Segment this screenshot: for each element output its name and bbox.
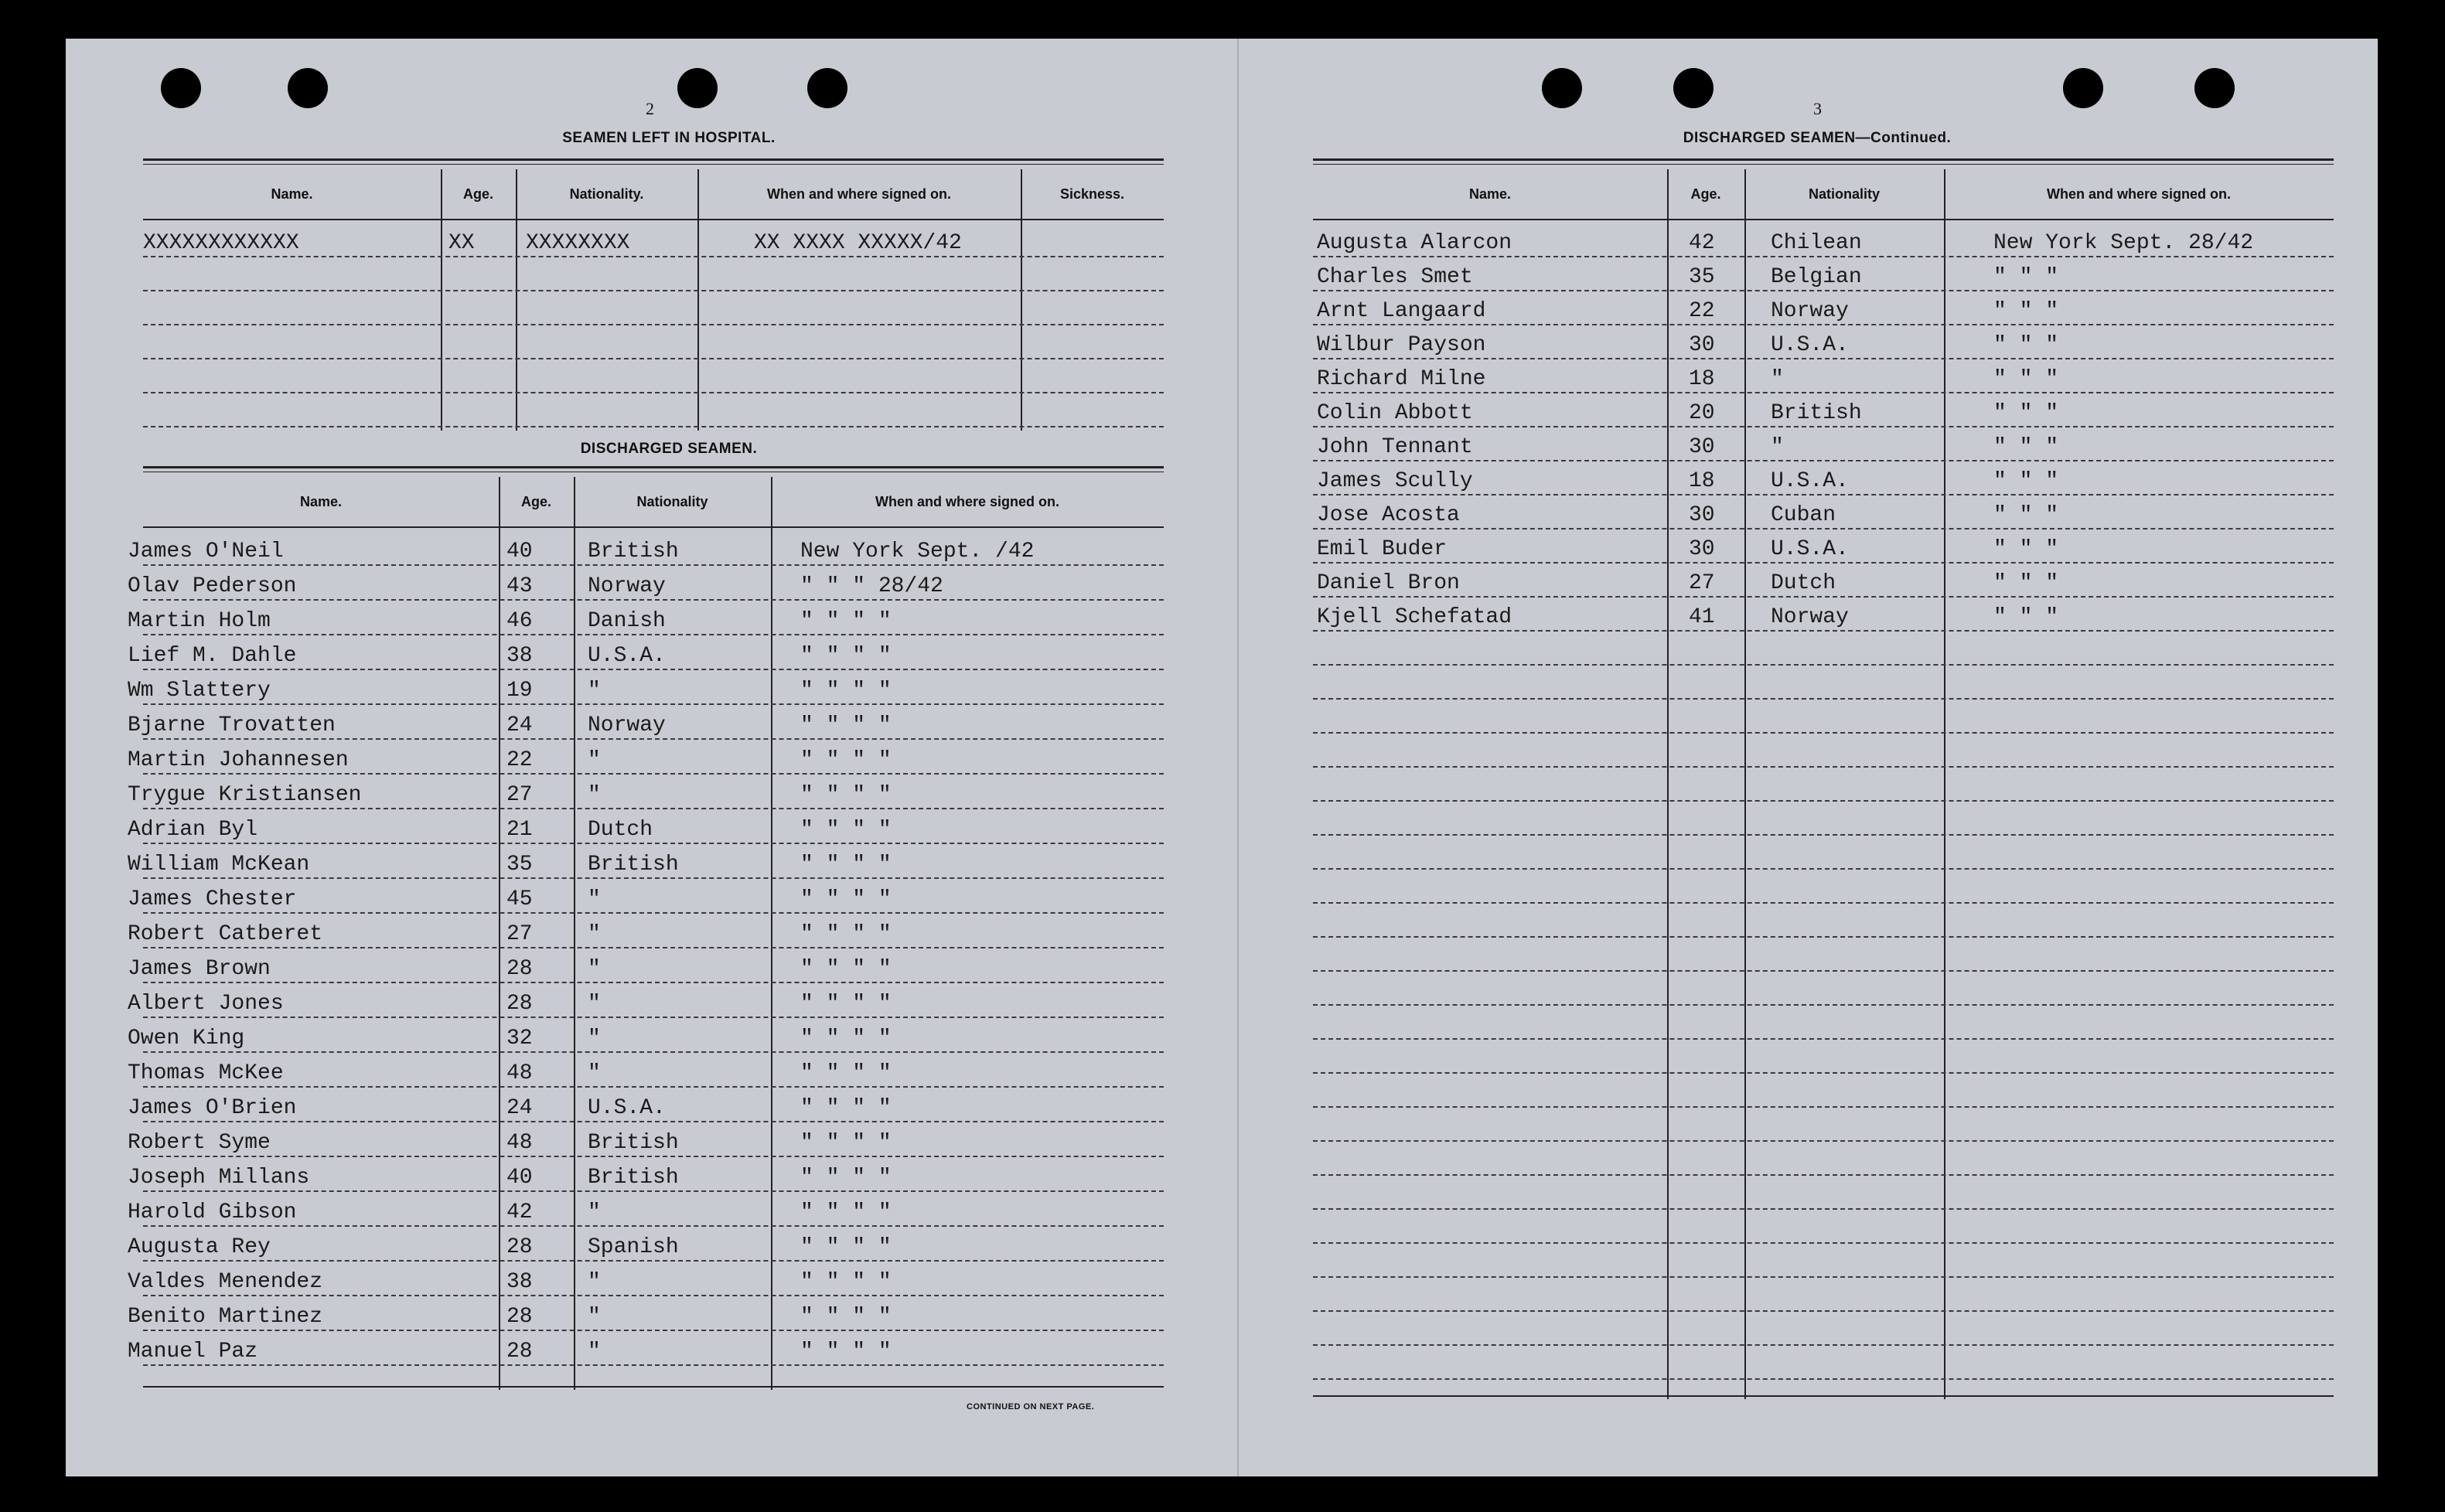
cell-age: 35 [1689,265,1715,289]
table-row [1313,1276,2334,1312]
cell-name: Robert Syme [128,1131,271,1155]
cell-age: 19 [506,679,533,703]
binder-hole [1542,68,1582,108]
table-row [1313,596,2334,632]
cell-name: Olav Pederson [128,574,297,598]
cell-signed: " " " " [800,783,892,807]
binder-hole [1673,68,1714,108]
cell-nationality: " [588,1027,601,1051]
cell-signed: " " " [1993,333,2059,357]
cell-name: Thomas McKee [128,1061,284,1085]
cell-nationality: U.S.A. [588,1096,666,1120]
col-header-nationality: Nationality. [569,186,644,202]
cell-nationality: Cuban [1771,503,1836,527]
cell-name: Kjell Schefatad [1317,605,1512,629]
cell-signed: " " " " [800,713,892,737]
table-row [1313,358,2334,393]
cell-name: Arnt Langaard [1317,299,1486,323]
cell-name: Wilbur Payson [1317,333,1486,357]
table-row [143,358,1164,393]
cell-name: Lief M. Dahle [128,644,297,668]
table-row [1313,766,2334,802]
cell-age: 28 [506,1235,533,1259]
cell-nationality: " [588,1340,601,1364]
cell-name: Charles Smet [1317,265,1473,289]
cell-age: 30 [1689,503,1715,527]
cell-nationality: Norway [588,713,666,737]
cell-age: 22 [1689,299,1715,323]
cell-nationality: Chilean [1771,231,1862,255]
table-row [1313,324,2334,359]
col-header-name: Name. [271,186,313,202]
cell-age: 30 [1689,435,1715,459]
cell-nationality: " [588,748,601,772]
cell-nationality: U.S.A. [588,644,666,668]
cell-signed: " " " " [800,887,892,911]
cell-signed: " " " " [800,992,892,1016]
cell-nationality: British [588,1131,679,1155]
continued-section-title: DISCHARGED SEAMEN—Continued. [1683,130,1952,146]
table-row [128,738,1164,775]
col-header-age: Age. [462,186,493,202]
cell-age: 40 [506,540,533,564]
cell-age: 28 [506,1340,533,1364]
discharged-table [128,466,1164,1390]
col-header-age: Age. [1690,186,1721,202]
table-row [128,912,1164,948]
cell-name: XXXXXXXXXXXX [143,231,299,255]
cell-name: Valdes Menendez [128,1270,323,1294]
cell-age: 30 [1689,333,1715,357]
table-row [128,877,1164,914]
cell-age: 21 [506,818,533,842]
binder-hole [677,68,718,108]
col-header-age: Age. [520,493,551,509]
hospital-table [143,158,1164,431]
cell-nationality: Norway [588,574,666,598]
cell-nationality: British [588,540,679,564]
cell-signed: " " " [1993,435,2059,459]
table-row [128,1017,1164,1053]
page-number: 3 [1813,99,1822,118]
cell-age: 40 [506,1166,533,1190]
cell-signed: " " " " [800,957,892,981]
hospital-section-title: SEAMEN LEFT IN HOSPITAL. [562,130,776,146]
cell-name: James O'Brien [128,1096,297,1120]
cell-age: 38 [506,644,533,668]
cell-signed: " " " " [800,679,892,703]
cell-signed: " " " " [800,1027,892,1051]
cell-signed: " " " [1993,571,2059,595]
table-row [128,1330,1164,1366]
table-row [128,1260,1164,1296]
table-row [128,703,1164,740]
binder-hole [2194,68,2235,108]
cell-name: Robert Catberet [128,922,323,946]
continued-note: CONTINUED ON NEXT PAGE. [967,1402,1095,1412]
cell-name: Jose Acosta [1317,503,1460,527]
col-header-nationality: Nationality [1808,186,1880,202]
binder-hole [807,68,847,108]
table-row [1313,800,2334,836]
table-row [1313,426,2334,461]
cell-signed: " " " " [800,1340,892,1364]
cell-name: Trygue Kristiansen [128,783,362,807]
cell-signed: " " " " [800,1270,892,1294]
cell-name: Wm Slattery [128,679,271,703]
table-row [1313,936,2334,972]
cell-signed: " " " " [800,818,892,842]
cell-age: 22 [506,748,533,772]
table-row [128,843,1164,879]
cell-nationality: " [588,922,601,946]
table-row [128,634,1164,670]
cell-name: John Tennant [1317,435,1473,459]
table-row [1313,664,2334,700]
cell-name: James O'Neil [128,540,284,564]
table-row [128,1190,1164,1227]
table-row [128,1086,1164,1122]
cell-nationality: " [588,957,601,981]
table-row [1313,1004,2334,1040]
cell-name: Harold Gibson [128,1200,297,1224]
cell-nationality: " [588,1061,601,1085]
col-header-name: Name. [299,493,343,509]
cell-age: 48 [506,1061,533,1085]
table-row [128,530,1164,566]
discharged-section-title: DISCHARGED SEAMEN. [580,441,758,457]
cell-name: Colin Abbott [1317,401,1473,425]
cell-name: Augusta Alarcon [1317,231,1512,255]
table-row [1313,494,2334,530]
cell-signed: " " " [1993,367,2059,391]
cell-signed: " " " [1993,469,2059,493]
cell-nationality: British [588,1166,679,1190]
cell-age: 48 [506,1131,533,1155]
table-row [1313,970,2334,1006]
table-row [1313,1310,2334,1346]
table-row [1313,834,2334,870]
cell-name: James Brown [128,957,271,981]
cell-nationality: Danish [588,609,666,633]
cell-name: Martin Johannesen [128,748,349,772]
table-row [128,669,1164,705]
cell-nationality: " [588,1270,601,1294]
table-row [1313,562,2334,598]
cell-age: 45 [506,887,533,911]
cell-age: 41 [1689,605,1715,629]
page-number: 2 [646,99,654,118]
cell-age: 27 [506,783,533,807]
cell-signed: " " " [1993,265,2059,289]
cell-age: 18 [1689,469,1715,493]
cell-name: Joseph Millans [128,1166,310,1190]
cell-age: 32 [506,1027,533,1051]
cell-name: Adrian Byl [128,818,258,842]
cell-signed: " " " [1993,537,2059,561]
table-row [128,773,1164,809]
col-header-nationality: Nationality [636,493,708,509]
table-row [143,324,1164,359]
cell-nationality: British [588,853,679,877]
cell-age: 46 [506,609,533,633]
cell-nationality: British [1771,401,1862,425]
cell-nationality: U.S.A. [1771,537,1849,561]
table-row [1313,630,2334,666]
table-row [128,599,1164,635]
col-header-name: Name. [1468,186,1512,202]
cell-signed: " " " " [800,609,892,633]
cell-nationality: " [588,679,601,703]
cell-signed: " " " " [800,644,892,668]
cell-nationality: " [588,992,601,1016]
cell-name: William McKean [128,853,310,877]
cell-age: 27 [506,922,533,946]
table-row [1313,1174,2334,1210]
table-row [143,256,1164,291]
discharged-continued-table [1313,158,2334,1399]
cell-nationality: " [588,783,601,807]
table-row [128,1156,1164,1192]
table-row [1313,1106,2334,1142]
cell-nationality: U.S.A. [1771,333,1849,357]
cell-name: Emil Buder [1317,537,1448,561]
cell-signed: " " " " [800,1061,892,1085]
table-row [1313,1344,2334,1380]
table-row [1313,1208,2334,1244]
cell-name: Albert Jones [128,992,284,1016]
binder-hole [288,68,328,108]
table-row [1313,528,2334,564]
cell-age: 28 [506,1305,533,1329]
cell-signed: " " " [1993,605,2059,629]
table-row [143,290,1164,325]
table-row [128,1121,1164,1157]
cell-signed: " " " " [800,1131,892,1155]
cell-name: Benito Martinez [128,1305,323,1329]
cell-signed: " " " 28/42 [800,574,943,598]
table-row [128,982,1164,1018]
table-row [1313,868,2334,904]
cell-age: 35 [506,853,533,877]
cell-name: Daniel Bron [1317,571,1460,595]
cell-nationality: XXXXXXXX [526,231,630,255]
cell-signed: " " " " [800,1235,892,1259]
table-row [128,1051,1164,1088]
table-row [1313,256,2334,291]
cell-signed: " " " " [800,1096,892,1120]
cell-name: Bjarne Trovatten [128,713,336,737]
cell-age: 42 [1689,231,1715,255]
table-row [1313,1242,2334,1278]
cell-nationality: Dutch [588,818,653,842]
cell-signed: New York Sept. 28/42 [1993,231,2254,255]
cell-name: Augusta Rey [128,1235,271,1259]
cell-name: Richard Milne [1317,367,1486,391]
cell-nationality: " [1771,367,1784,391]
page-fold [1237,39,1239,1476]
table-row [128,564,1164,601]
table-row [128,1225,1164,1262]
table-row [1313,1140,2334,1176]
cell-signed: XX XXXX XXXXX/42 [754,231,962,255]
table-row [128,947,1164,983]
cell-nationality: Norway [1771,605,1849,629]
cell-age: 24 [506,1096,533,1120]
table-row [143,392,1164,427]
cell-signed: " " " [1993,503,2059,527]
cell-nationality: " [588,887,601,911]
col-header-sickness: Sickness. [1059,186,1125,202]
table-row [1313,222,2334,257]
cell-age: 28 [506,957,533,981]
table-row [1313,290,2334,325]
cell-nationality: " [588,1305,601,1329]
cell-name: Martin Holm [128,609,271,633]
cell-name: James Scully [1317,469,1473,493]
cell-age: XX [448,231,475,255]
cell-signed: " " " " [800,1305,892,1329]
cell-age: 27 [1689,571,1715,595]
cell-nationality: U.S.A. [1771,469,1849,493]
col-header-signed: When and where signed on. [766,186,952,202]
table-row [1313,698,2334,734]
table-row [143,222,1164,257]
cell-signed: New York Sept. /42 [800,540,1035,564]
table-row [1313,1038,2334,1074]
table-row [128,1295,1164,1331]
cell-signed: " " " [1993,401,2059,425]
binder-hole [2063,68,2103,108]
col-header-signed: When and where signed on. [875,493,1060,509]
cell-age: 28 [506,992,533,1016]
cell-name: Manuel Paz [128,1340,258,1364]
cell-age: 30 [1689,537,1715,561]
binder-hole [161,68,201,108]
cell-nationality: Norway [1771,299,1849,323]
table-row [1313,392,2334,427]
cell-age: 20 [1689,401,1715,425]
cell-age: 18 [1689,367,1715,391]
cell-signed: " " " [1993,299,2059,323]
cell-age: 43 [506,574,533,598]
table-row [1313,1072,2334,1108]
cell-nationality: " [1771,435,1784,459]
cell-age: 38 [506,1270,533,1294]
cell-age: 24 [506,713,533,737]
table-row [128,808,1164,844]
cell-age: 42 [506,1200,533,1224]
cell-nationality: Dutch [1771,571,1836,595]
table-row [1313,902,2334,938]
cell-signed: " " " " [800,1200,892,1224]
cell-signed: " " " " [800,922,892,946]
cell-nationality: Belgian [1771,265,1862,289]
table-row [1313,460,2334,495]
table-row [1313,732,2334,768]
cell-signed: " " " " [800,1166,892,1190]
col-header-signed: When and where signed on. [2046,186,2232,202]
cell-name: James Chester [128,887,297,911]
cell-nationality: " [588,1200,601,1224]
cell-name: Owen King [128,1027,245,1051]
cell-signed: " " " " [800,748,892,772]
cell-nationality: Spanish [588,1235,679,1259]
cell-signed: " " " " [800,853,892,877]
